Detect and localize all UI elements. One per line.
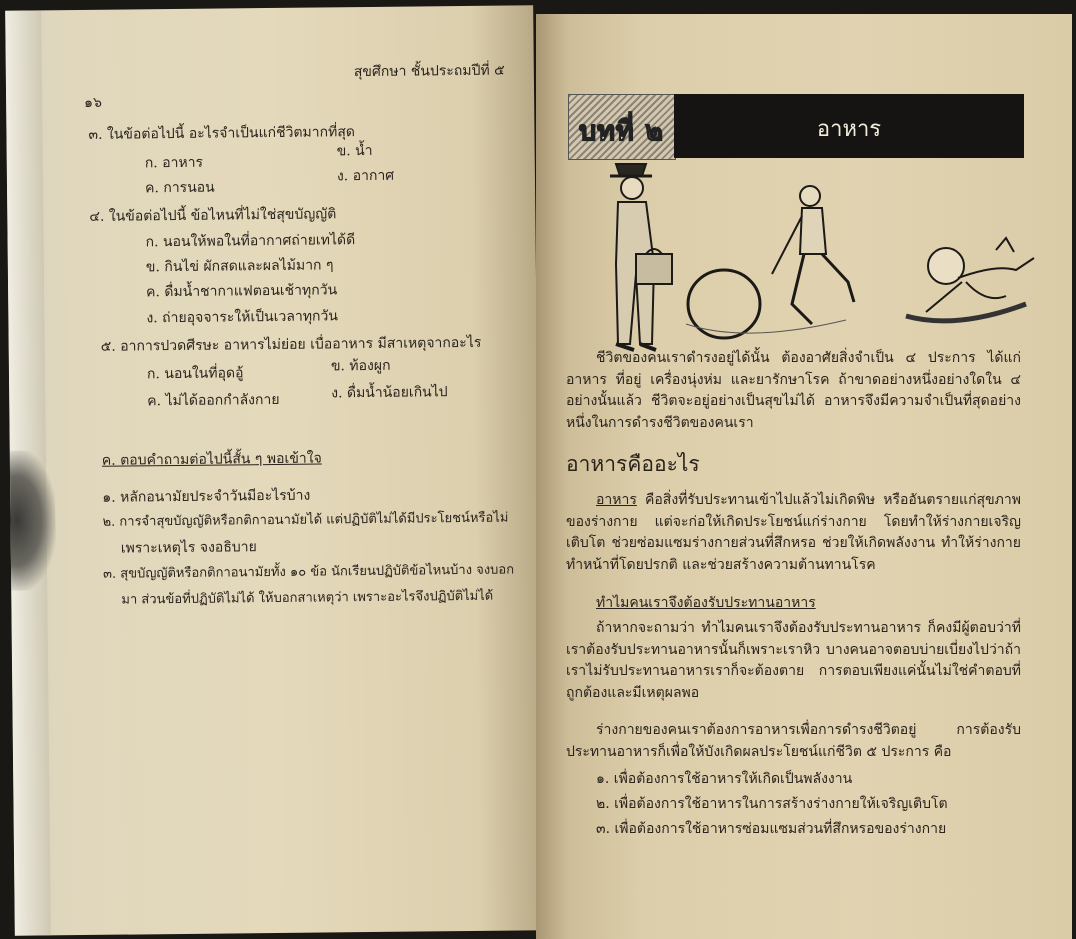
- c-item-2: ๒. การจำสุขบัญญัติหรือกติกาอนามัยได้ แต่ปฏิบัติไม่ได้มีประโยชน์หรือไม่: [102, 510, 509, 530]
- q5-choice-b: ข. ท้องผูก: [330, 357, 391, 375]
- q3-choice-c: ค. การนอน: [144, 179, 215, 197]
- why-paragraph: ถ้าหากจะถามว่า ทำไมคนเราจึงต้องรับประทานอาหาร ก็คงมีผู้ตอบว่าที่เราต้องรับประทานอาหารนั้นก็เพราะเราหิว บางคนอาจตอบบ่ายเบี่ยงไปว่าถ้าเราไม่รับประทานอาหารเราก็จะต้องตาย การตอบเพียงแค่นั้นไม่ใช่คำตอบที่ถูกต้องและมีเหตุผลพอ: [566, 620, 1021, 701]
- chapter-title-box: [674, 94, 1024, 158]
- subheading: ทำไมคนเราจึงต้องรับประทานอาหาร: [596, 595, 816, 611]
- q3-choice-b: ข. น้ำ: [336, 142, 373, 160]
- intro-paragraph: ชีวิตของคนเราดำรงอยู่ได้นั้น ต้องอาศัยสิ่งจำเป็น ๔ ประการ ได้แก่ อาหาร ที่อยู่ เครื่องนุ่งห่ม และยารักษาโรค ถ้าขาดอย่างหนึ่งอย่างใดใน ๔ อย่างนั้นแล้ว ชีวิตจะอยู่อย่างเป็นสุขไม่ได้ อาหารจึงมีความจำเป็นที่สุดอย่างหนึ่งในการดำรงชีวิตของคนเรา: [566, 350, 1021, 431]
- section-c-heading: ค. ตอบคำถามต่อไปนี้สั้น ๆ พอเข้าใจ: [101, 450, 322, 469]
- stain-mark: [5, 450, 56, 591]
- list-item: ๑. เพื่อต้องการใช้อาหารให้เกิดเป็นพลังงาน: [596, 771, 853, 787]
- right-page: [536, 14, 1072, 939]
- chapter-label: บทที่ ๒: [579, 116, 664, 147]
- body-paragraph: ร่างกายของคนเราต้องการอาหารเพื่อการดำรงชีวิตอยู่ การต้องรับประทานอาหารก็เพื่อให้บังเกิดผลประโยชน์แก่ชีวิต ๕ ประการ คือ: [566, 722, 1021, 760]
- question-5: ๕. อาการปวดศีรษะ อาหารไม่ย่อย เบื่ออาหาร มีสาเหตุจากอะไร: [100, 334, 482, 355]
- c-item-3: ๓. สุขบัญญัติหรือกติกาอนามัยทั้ง ๑๐ ข้อ นักเรียนปฏิบัติข้อไหนบ้าง จงบอก: [102, 562, 515, 582]
- left-page: [5, 5, 543, 935]
- c-item-3-cont: มา ส่วนข้อที่ปฏิบัติไม่ได้ ให้บอกสาเหตุว่า เพราะอะไรจึงปฏิบัติไม่ได้: [121, 588, 494, 608]
- c-item-2-cont: เพราะเหตุไร จงอธิบาย: [120, 539, 257, 557]
- q5-choice-c: ค. ไม่ได้ออกกำลังกาย: [147, 391, 280, 410]
- page-number: ๑๖: [84, 94, 103, 111]
- q3-choice-a: ก. อาหาร: [144, 154, 204, 172]
- c-item-1: ๑. หลักอนามัยประจำวันมีอะไรบ้าง: [102, 487, 311, 506]
- question-4: ๔. ในข้อต่อไปนี้ ข้อไหนที่ไม่ใช่สุขบัญญัติ: [89, 206, 337, 225]
- crawling-baby-figure: [906, 238, 1034, 321]
- list-item: ๓. เพื่อต้องการใช้อาหารซ่อมแซมส่วนที่สึกหรอของร่างกาย: [596, 821, 947, 837]
- chapter-title: อาหาร: [816, 117, 882, 142]
- q4-choice-c: ค. ดื่มน้ำชากาแฟตอนเช้าทุกวัน: [146, 282, 338, 301]
- list-item: ๒. เพื่อต้องการใช้อาหารในการสร้างร่างกายให้เจริญเติบโต: [596, 796, 948, 812]
- q4-choice-b: ข. กินไข่ ผักสดและผลไม้มาก ๆ: [145, 257, 334, 276]
- q4-choice-a: ก. นอนให้พอในที่อากาศถ่ายเทได้ดี: [145, 232, 356, 251]
- q3-choice-d: ง. อากาศ: [336, 167, 395, 185]
- question-3: ๓. ในข้อต่อไปนี้ อะไรจำเป็นแก่ชีวิตมากที่สุด: [88, 124, 356, 143]
- q4-choice-d: ง. ถ่ายอุจจาระให้เป็นเวลาทุกวัน: [146, 308, 339, 327]
- q5-choice-a: ก. นอนในที่อุดอู้: [146, 365, 244, 383]
- man-with-briefcase-figure: [610, 164, 672, 350]
- boy-with-hoop-figure: [686, 186, 854, 338]
- running-head: สุขศึกษา ชั้นประถมปีที่ ๕: [353, 62, 505, 81]
- definition-paragraph: [566, 490, 1021, 576]
- chapter-illustration: [596, 154, 1036, 354]
- section-heading: อาหารคืออะไร: [566, 452, 700, 476]
- definition-term: อาหาร: [596, 492, 637, 508]
- definition-text: คือสิ่งที่รับประทานเข้าไปแล้วไม่เกิดพิษ หรืออันตรายแก่สุขภาพของร่างกาย แต่จะก่อให้เกิดประโยชน์แก่ร่างกาย โดยทำให้ร่างกายเจริญเติบโต ช่วยซ่อมแซมร่างกายส่วนที่สึกหรอ ช่วยให้เกิดพลังงาน ทำให้ร่างกายทำหน้าที่โดยปรกติ และช่วยสร้างความต้านทานโรค: [566, 492, 1021, 573]
- chapter-label-box: [568, 94, 676, 160]
- q5-choice-d: ง. ดื่มน้ำน้อยเกินไป: [331, 384, 448, 402]
